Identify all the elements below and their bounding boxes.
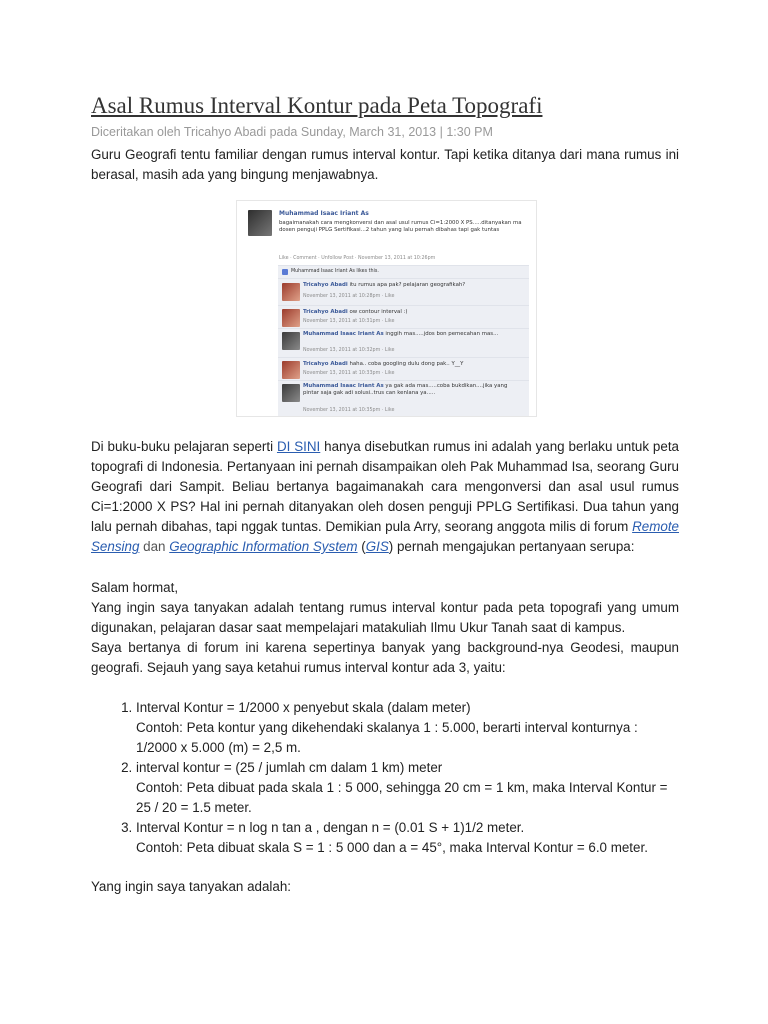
body-paragraph [91, 437, 679, 557]
formula-list [91, 698, 679, 858]
quote-paragraph-1: Yang ingin saya tanyakan adalah tentang rumus interval kontur pada peta topografi yang umum digunakan, pelajaran dasar saat mempelajari matakuliah Ilmu Ukur Tanah saat di kampus. [91, 600, 679, 635]
comment-meta: November 13, 2011 at 10:31pm · Like [303, 319, 395, 324]
link-dan[interactable]: dan [143, 539, 166, 554]
poster-name: Muhammad Isaac Iriant As [279, 210, 369, 217]
formula-example: Contoh: Peta dibuat skala S = 1 : 5 000 dan a = 45°, maka Interval Kontur = 6.0 meter. [136, 840, 648, 855]
formula-rule: 1. Interval Kontur = 1/2000 x penyebut skala (dalam meter) [136, 700, 471, 715]
comment-author: Tricahyo Abadi [303, 361, 348, 367]
post-text: bagaimanakah cara mengkonversi dan asal usul rumus Ci=1:2000 X PS.....ditanyakan ma dosen penguji PPLG Sertifikasi...2 tahun yang lalu pernah dibahas tapi gak tuntas [279, 220, 522, 234]
formula-example: Contoh: Peta dibuat pada skala 1 : 5 000, sehingga 20 cm = 1 km, maka Interval Kontur = 25 / 20 = 1.5 meter. [136, 780, 668, 815]
formula-rule: 3. Interval Kontur = n log n tan a , dengan n = (0.01 S + 1)1/2 meter. [136, 820, 525, 835]
comment-meta: November 13, 2011 at 10:28pm · Like [303, 294, 395, 299]
comment-meta: November 13, 2011 at 10:32pm · Like [303, 348, 395, 353]
formula-rule: 2. interval kontur = (25 / jumlah cm dalam 1 km) meter [136, 760, 443, 775]
comment [278, 357, 529, 380]
comment-text: itu rumus apa pak? pelajaran geografikah? [349, 282, 466, 288]
avatar [282, 361, 300, 379]
formula-example: Contoh: Peta kontur yang dikehendaki skalanya 1 : 5.000, berarti interval konturnya : 1/2000 x 5.000 (m) = 2,5 m. [136, 720, 638, 755]
text-run: ( [357, 539, 366, 554]
comment-author: Tricahyo Abadi [303, 309, 348, 315]
text-run: ) pernah mengajukan pertanyaan serupa: [388, 539, 635, 554]
comment [278, 380, 529, 417]
likes-row [278, 265, 529, 278]
comment-author: Muhammad Isaac Iriant As [303, 331, 384, 337]
intro-paragraph: Guru Geografi tentu familiar dengan rumus interval kontur. Tapi ketika ditanya dari mana rumus ini berasal, masih ada yang bingung menjawabnya. [91, 147, 679, 182]
list-item [136, 698, 679, 758]
avatar [282, 283, 300, 301]
likes-text: Muhammad Isaac Iriant As likes this. [291, 269, 379, 274]
facebook-thread-image [236, 200, 537, 417]
comment-text: ya gak ada mas.....coba bukdikan....jika yang pintar saja gak adi solusi..trus can kenlana ya..... [303, 383, 508, 397]
comment-text: inggih mas.....jdos bon pemecahan mas... [385, 331, 499, 337]
comment [278, 328, 529, 357]
avatar [282, 332, 300, 350]
avatar [282, 309, 300, 327]
link-gis[interactable]: GIS [365, 539, 389, 554]
like-icon [282, 269, 288, 275]
comment [278, 278, 529, 305]
greeting: Salam hormat, [91, 580, 179, 595]
list-item [136, 818, 679, 858]
post-title[interactable]: Asal Rumus Interval Kontur pada Peta Topografi [91, 93, 543, 118]
avatar [282, 384, 300, 402]
comment-text: haha.. coba googling dulu dong pak.. Y__Y [349, 361, 464, 367]
comment-author: Muhammad Isaac Iriant As [303, 383, 384, 389]
avatar [248, 210, 272, 236]
link-di-sini[interactable]: DI SINI [276, 439, 321, 454]
closing-paragraph: Yang ingin saya tanyakan adalah: [91, 879, 292, 894]
text-run: Di buku-buku pelajaran seperti [91, 439, 277, 454]
list-item [136, 758, 679, 818]
comment-meta: November 13, 2011 at 10:35pm · Like [303, 408, 395, 413]
comment-text: ow contour interval :) [349, 309, 408, 315]
text-run: hanya disebutkan rumus ini adalah yang berlaku untuk peta topografi di Indonesia. Pertanyaan ini pernah disampaikan oleh Pak Muhammad Isa, seorang Guru Geografi dari Sampit. Beliau bertanya bagaimanakah cara mengonversi dan asal usul rumus Ci=1:2000 X PS? Hal ini pernah ditanyakan oleh dosen penguji PPLG Sertifikasi. Dua tahun yang lalu pernah dibahas, tapi nggak tuntas. Demikian pula Arry, seorang anggota milis di forum [91, 439, 679, 534]
post-meta: Diceritakan oleh Tricahyo Abadi pada Sunday, March 31, 2013 | 1:30 PM [91, 125, 493, 139]
comment-meta: November 13, 2011 at 10:33pm · Like [303, 371, 395, 376]
post-meta: Like · Comment · Unfollow Post · November 13, 2011 at 10:26pm [279, 256, 436, 261]
quote-paragraph-2: Saya bertanya di forum ini karena sepertinya banyak yang background-nya Geodesi, maupun geografi. Sejauh yang saya ketahui rumus interval kontur ada 3, yaitu: [91, 640, 679, 675]
comment-author: Tricahyo Abadi [303, 282, 348, 288]
comment [278, 305, 529, 328]
link-remote-sensing[interactable]: Remote Sensing [91, 519, 679, 554]
link-gis-full[interactable]: Geographic Information System [169, 539, 358, 554]
